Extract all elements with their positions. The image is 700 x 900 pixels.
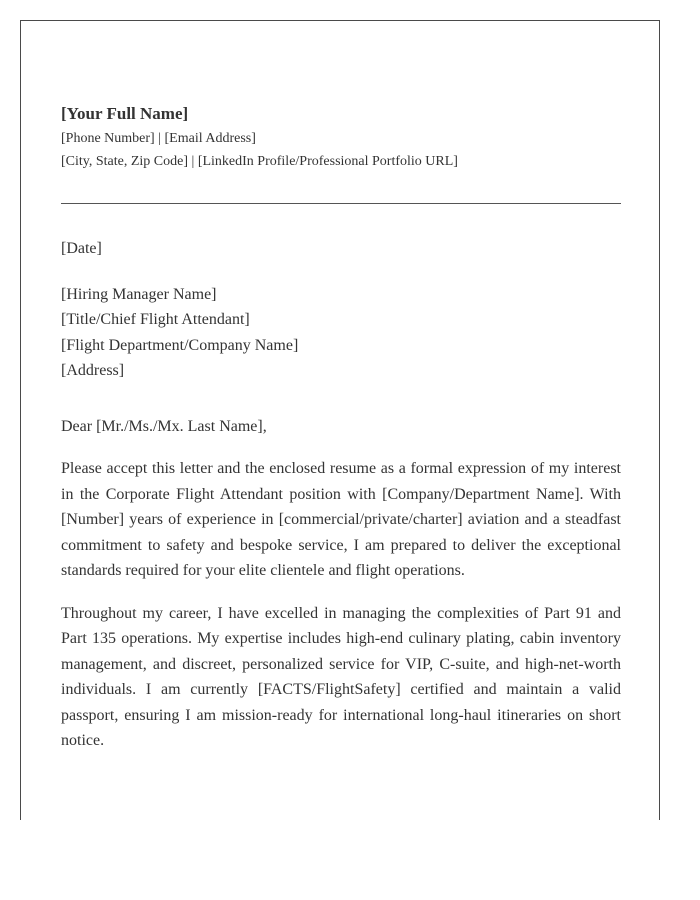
recipient-name: [Hiring Manager Name] [61,285,217,303]
recipient-company: [Flight Department/Company Name] [61,336,299,354]
letter-date: [Date] [61,240,102,257]
recipient-block [61,282,621,384]
sender-contact-address-url: [City, State, Zip Code] | [LinkedIn Profile/Professional Portfolio URL] [61,154,458,169]
sender-name: [Your Full Name] [61,104,189,123]
letter-content [61,103,621,754]
salutation: Dear [Mr./Ms./Mx. Last Name], [61,417,267,435]
paragraph-intro: Please accept this letter and the enclosed resume as a formal expression of my interest in the Corporate Flight Attendant position with [Company/Department Name]. With [Number] years of experience in [commercial/private/charter] aviation and a steadfast commitment to safety and bespoke service, I am prepared to deliver the exceptional standards required for your elite clientele and flight operations. [61,460,621,579]
sender-contact-phone-email: [Phone Number] | [Email Address] [61,131,256,146]
header-divider [61,203,621,204]
recipient-address: [Address] [61,362,125,379]
letter-page [20,20,660,820]
paragraph-experience: Throughout my career, I have excelled in managing the complexities of Part 91 and Part 135 operations. My expertise includes high-end culinary plating, cabin inventory management, and discreet, personalized service for VIP, C-suite, and high-net-worth individuals. I am currently [FACTS/FlightSafety] certified and maintain a valid passport, ensuring I am mission-ready for international long-haul itineraries on short notice. [61,604,621,749]
recipient-title: [Title/Chief Flight Attendant] [61,311,250,328]
